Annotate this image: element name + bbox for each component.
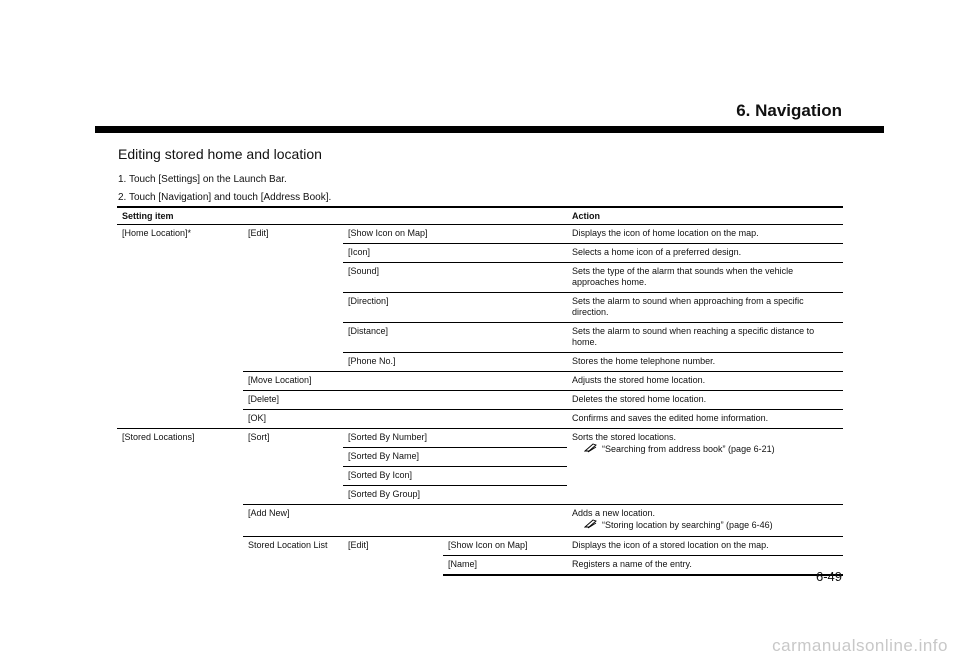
page-number: 6-49 bbox=[815, 569, 842, 584]
step-1: 1. Touch [Settings] on the Launch Bar. bbox=[118, 174, 287, 185]
home-ok-action: Confirms and saves the edited home information. bbox=[567, 410, 843, 429]
sorted-by-group: [Sorted By Group] bbox=[343, 486, 567, 505]
home-phone-no: [Phone No.] bbox=[343, 353, 567, 372]
add-new-reference-text: “Storing location by searching” (page 6-46) bbox=[602, 519, 773, 530]
home-direction-action: Sets the alarm to sound when approaching from a specific direction. bbox=[567, 293, 843, 323]
home-move-location: [Move Location] bbox=[243, 372, 567, 391]
home-sound-action: Sets the type of the alarm that sounds when the vehicle approaches home. bbox=[567, 263, 843, 293]
stored-locations-cell: [Stored Locations] bbox=[122, 432, 195, 442]
add-new-reference[interactable] bbox=[572, 519, 838, 532]
home-move-location-action: Adjusts the stored home location. bbox=[567, 372, 843, 391]
home-icon-action: Selects a home icon of a preferred design. bbox=[567, 244, 843, 263]
steps-list bbox=[118, 171, 331, 207]
home-icon: [Icon] bbox=[343, 244, 567, 263]
sort-action: Sorts the stored locations. bbox=[572, 432, 677, 442]
home-distance-action: Sets the alarm to sound when reaching a specific distance to home. bbox=[567, 323, 843, 353]
stored-location-list: Stored Location List bbox=[248, 540, 328, 550]
home-delete: [Delete] bbox=[243, 391, 567, 410]
settings-table bbox=[117, 206, 843, 576]
home-edit-cell: [Edit] bbox=[243, 225, 343, 372]
sort-action-cell bbox=[567, 429, 843, 505]
chapter-title: 6. Navigation bbox=[736, 101, 842, 120]
home-distance: [Distance] bbox=[343, 323, 567, 353]
header-setting-item: Setting item bbox=[117, 207, 567, 225]
home-ok: [OK] bbox=[243, 410, 567, 429]
list-name: [Name] bbox=[443, 556, 567, 576]
step-2: 2. Touch [Navigation] and touch [Address Book]. bbox=[118, 192, 332, 203]
home-show-icon-on-map: [Show Icon on Map] bbox=[343, 225, 567, 244]
home-delete-action: Deletes the stored home location. bbox=[567, 391, 843, 410]
list-edit: [Edit] bbox=[348, 540, 369, 550]
home-phone-no-action: Stores the home telephone number. bbox=[567, 353, 843, 372]
list-show-icon-on-map: [Show Icon on Map] bbox=[443, 537, 567, 556]
sorted-by-name: [Sorted By Name] bbox=[343, 448, 567, 467]
home-show-icon-action: Displays the icon of home location on the map. bbox=[567, 225, 843, 244]
sort-cell: [Sort] bbox=[243, 429, 343, 505]
watermark: carmanualsonline.info bbox=[772, 636, 948, 655]
page-reference-icon bbox=[584, 443, 598, 456]
page-reference-icon bbox=[584, 519, 598, 532]
sorted-by-icon: [Sorted By Icon] bbox=[343, 467, 567, 486]
home-sound: [Sound] bbox=[343, 263, 567, 293]
list-show-icon-action: Displays the icon of a stored location on the map. bbox=[567, 537, 843, 556]
sorted-by-number: [Sorted By Number] bbox=[343, 429, 567, 448]
sort-reference[interactable] bbox=[572, 443, 838, 456]
header-action: Action bbox=[567, 207, 843, 225]
add-new-action-cell bbox=[567, 505, 843, 537]
home-location-cell: [Home Location]* bbox=[117, 225, 243, 429]
add-new: [Add New] bbox=[243, 505, 567, 537]
sort-reference-text: “Searching from address book” (page 6-21) bbox=[602, 443, 775, 454]
section-title: Editing stored home and location bbox=[118, 146, 322, 162]
home-direction: [Direction] bbox=[343, 293, 567, 323]
header-rule bbox=[95, 126, 884, 133]
add-new-action: Adds a new location. bbox=[572, 508, 656, 518]
list-name-action: Registers a name of the entry. bbox=[567, 556, 843, 576]
